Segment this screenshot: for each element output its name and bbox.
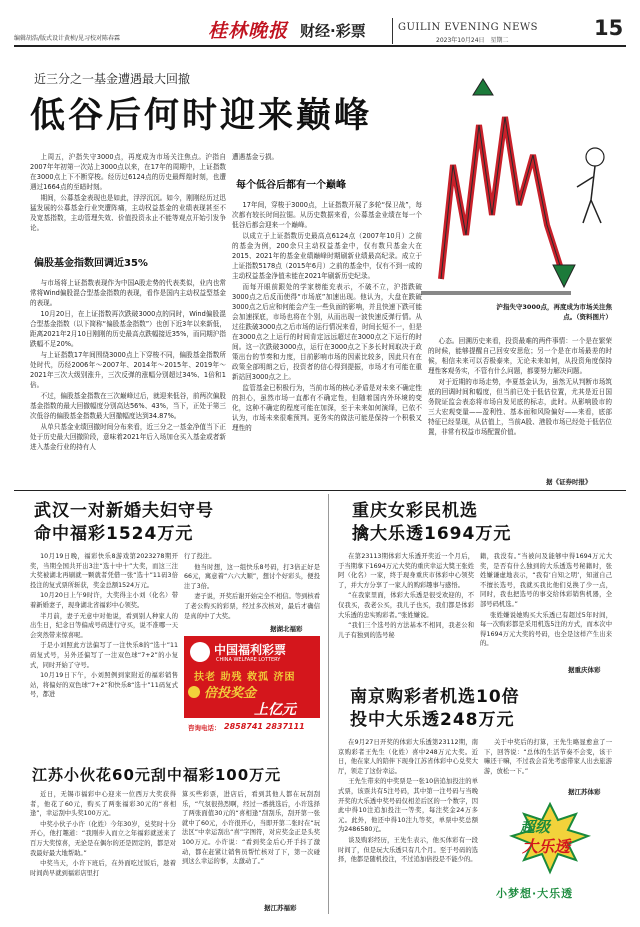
lead-column-1b <box>30 278 226 488</box>
jiangsu-source: 据江苏福彩 <box>264 904 297 912</box>
ad-slogan: 扶老 助残 救孤 济困 <box>194 672 296 683</box>
chongqing-title-line-2: 擒大乐透1694万元 <box>352 524 512 544</box>
wuhan-paragraph: 行了投注。 <box>184 553 216 560</box>
masthead-section: 财经·彩票 <box>300 22 366 40</box>
super-lotto-logo-top: 超级 <box>520 818 551 836</box>
lead-paragraph: 17年间，穿梭于3000点，上证指数开展了多轮“保卫战”，每次都有较长时间拉锯。从历史数据来看，公募基金业绩在每一个低谷后都会迎来一个巅峰。 <box>232 201 422 229</box>
lead-column-1 <box>30 152 226 252</box>
chongqing-paragraph: “我们三个选号的方法基本不相同，我老公和儿子有独到的选号秘 <box>338 622 474 639</box>
super-lotto-logo-bottom: 大乐透 <box>522 837 571 856</box>
jiangsu-paragraph: 中奖小伙子小许（化姓）今年30岁，兑奖时十分开心，他打趣道：“我刚步入而立之年福彩就送来了百万大奖惊喜，无论是在偶尔的还是固定的，都是对我最好最大地帮助。” <box>30 820 176 857</box>
wuhan-paragraph: 妻子说，开奖后谢开始完全不相信。等到核看了老公购买的彩票，经过多次核对，最后才确信是真的中了大奖。 <box>184 593 320 620</box>
wuhan-column-2 <box>184 552 320 622</box>
wuhan-paragraph: 他当时想，这一组快乐8号码，打3倍正好是66元，寓意着“六六大顺”，想讨个好彩头，便投注了3倍。 <box>184 563 320 590</box>
nanjing-paragraph: 王先生带来的中奖票是一张10倍追加投注的单式票，该票共有5注号码，其中第一注号码与当晚开奖的大乐透中奖号码仅相差后区的一个数字，因此中得10注追加投注一等奖，每注奖金24万多元。此外，他还中得10注九等奖，单票中奖总额为2486580元。 <box>338 778 478 834</box>
ad-brand-en: CHINA WELFARE LOTTERY <box>216 657 281 663</box>
chongqing-paragraph: “在我家里面，体彩大乐透是很受欢迎的，不仅我买，我老公买，我儿子也买，我们都是体彩大乐透的忠实购彩者。”张姓嫌说。 <box>338 592 474 619</box>
ad-promo-line-2: 上亿元 <box>254 702 296 718</box>
welfare-lottery-logo-icon <box>190 642 210 662</box>
lead-column-2-top <box>232 152 422 164</box>
wuhan-paragraph: 半月前，妻子无意中对他说，看到别人种家人的出生日，纪念日等偏成号码进行守买，说不准哪一天会突然带来惊喜呢。 <box>30 612 178 639</box>
lead-column-2 <box>232 200 422 488</box>
wuhan-source: 据湖北福彩 <box>270 625 303 633</box>
section-rule <box>14 490 626 491</box>
wuhan-paragraph: 10月19日下午，小刘照例到家附近的福彩销售站，将偏好的双色球“7+2”和快乐8“选十”11码复式号，都进 <box>30 672 178 699</box>
welfare-lottery-ad <box>184 636 320 736</box>
jiangsu-paragraph: 中奖当天，小许下班后，在外面吃过饭后，趁着时间尚早就到福彩店里打 <box>30 860 176 877</box>
lead-paragraph: 监管基金已积极行为，当前市场的核心矛盾是对未来不确定性的担心，虽然市场一直都有不确定性，但随着国内外环境的变化，这种不确定的程度可能在加深，至于未来如何演绎，已依不认为，市场未来很难预判。更务实的做法可能是保持一个积极又理性的 <box>232 384 422 432</box>
lead-column-3 <box>428 336 612 476</box>
ad-phone-label: 咨询电话： <box>188 724 221 732</box>
lead-subhead-2: 每个低谷后都有一个巅峰 <box>236 180 346 191</box>
wuhan-column-1 <box>30 552 178 752</box>
lead-paragraph: 心态。回溯历史来看，投资最难的两件事情：一个是在繁荣的时候，能够提醒自己回安安思危；另一个是在市场最差的时候，相信未来可以否极泰来，无论未来如何，从投资角度保持理性客观务实，不管有什么问题，都要努力解决问题。 <box>428 337 612 375</box>
jiangsu-title: 江苏小伙花60元刮中福彩100万元 <box>32 766 282 784</box>
jiangsu-paragraph: 算买些彩票，进店后，看到其他人都在玩刮刮乐，“气氛很热烈啊，经过一番挑选后，小许选择了两张面值30元的“喜相逢”刮刮乐，刮开第一张就中了60元，小许很开心，当即开第二张时在“玩法区”中幸运刮出“喜”字图符，对应奖金正是头奖100万元。小许说：“看到奖金后心开手抖了激动，都在赶紧让销售员帮忙核对了下，第一次碰到这么幸运的事，太激动了。” <box>182 791 320 866</box>
lead-subhead-1: 偏股基金指数回调近35% <box>34 258 148 269</box>
chongqing-paragraph: 籍，我没有。”当被问及能够中得1694万元大奖，是否有什么独到的大乐透选号秘籍时，张姓嫌谦虚地表示，“我有‘自知之明’，知道自己不擅长选号，我就买我比他们兑换了少一点，同时，我也把选号的事交给体彩销售机器，全部号码机选。” <box>480 553 612 608</box>
nanjing-title-line-1: 南京购彩者机选10倍 <box>350 687 520 707</box>
market-chart-illustration <box>413 65 613 310</box>
lead-paragraph: 上周五，沪指失守3000点，再度成为市场关注焦点。沪指自2007年年初第一次站上3000点以来，在17年的周期中，上证指数在3000点上下不断穿梭。经历过6124点的历史最辉煌时刻，也遭遇过1664点的至暗时刻。 <box>30 153 226 191</box>
chongqing-source: 据重庆体彩 <box>568 666 601 674</box>
jiangsu-column-1 <box>30 790 176 914</box>
lead-source: 据《证券时报》 <box>546 478 592 486</box>
photo-caption: 沪指失守3000点，再度成为市场关注焦点。（资料图片） <box>496 303 612 321</box>
column-divider <box>328 494 329 914</box>
editors-line: 编辑胡浩/版式设计黄桢/见习校对陈春霖 <box>14 35 121 42</box>
nanjing-column-2 <box>484 738 612 786</box>
masthead-logo: 桂林晚报 <box>208 20 289 42</box>
ad-promo-badge <box>188 686 200 698</box>
lead-paragraph: 以成立于上证指数历史最高点6124点（2007年10月）之前的基金为例，200余只主动权益基金中，仅有数只基金大在2015、2021年的基金业绩巅峰时期刷新业绩最高纪录。成立于上证指数5178点（2015年6月）之前的基金中，仅有不到一成的主动权益基金净值未能在2021年刷新历史纪录。 <box>232 232 422 280</box>
masthead-rule <box>14 45 626 47</box>
ad-promo-line-1: 倍投奖金 <box>204 686 257 701</box>
lead-kicker: 近三分之一基金遭遇最大回撤 <box>34 72 191 86</box>
nanjing-paragraph: 在9月27日开奖的体彩大乐透第23112期，南京购彩者王先生（化姓）喜中248万元大奖。近日，他在家人的陪伴下现身江苏省体彩中心兑奖大厅，领走了这份幸运。 <box>338 739 478 775</box>
lead-paragraph: 遭遇基金亏损。 <box>232 153 279 161</box>
wuhan-title-line-2: 命中福彩1524万元 <box>34 524 194 544</box>
page-number: 15 <box>594 16 624 40</box>
masthead-divider <box>392 18 393 44</box>
jiangsu-paragraph: 近日，无锡市福彩中心迎来一位西万大奖获得者，他花了60元，购买了两张福彩30元的“喜相逢”，幸运刮中头奖100万元。 <box>30 791 176 818</box>
lead-paragraph: 而每开眼前跟处的学家榜能充表示，不破不立，沪指跌破3000点之后反而使得“市场底”加速出现。他认为，大盘在跌破3000点之后应和何能会产生一些负面的影响，并且快速下跌可能会加速探底，市场也将在个别，从而出现一波快速反弹行情。从过往跌破3000点之后市场的运行情况来看，时间长短不一，但是在3000点之上运行的时间肯定远远超过在3000点之下运行的时间。这一次跌破3000点，运行在3000点之下多长时间取决于政策出台的节奏和力度，目前影响市场的因素比较多，因此只有在政策全部明朗之后，投资者的信心得到提振，市场才有可能在重新站回3000点之上。 <box>232 283 422 381</box>
lead-paragraph: 对于近期的市场走势，李夏基金认为，虽然无从判断市场筑底的回调时间和幅度，但当前已处于低估位置，尤其是近日国务院证监会表态将市场自发见底的标志，此时。从影响股市的三大宏观变量——盈利性、基本面和风险偏好——来看，底部特征已经显现，从估值上，当前A股、港股市场已经处于低估位置，非常有权益市场配置价值。 <box>428 378 612 436</box>
lead-paragraph: 从单只基金业绩回撤时间分布来看，近三分之一基金净值当下正处于历史最大回撤阶段，意味着2021年后入场加仓买入基金或者新进入基金行业的持有人 <box>30 423 226 451</box>
nanjing-paragraph: 谈及购彩经历，王先生表示，他买体彩有一段时间了，但是玩大乐透只有几个月。至于号码的选择，他都是随机投注，不过追加倍投是不能少的。 <box>338 836 478 864</box>
jiangsu-column-2 <box>182 790 320 902</box>
lead-paragraph: 10月20日，在上证指数再次跌破3000点的同时，Wind偏股混合型基金指数（以下简称“偏股基金指数”）也创下近3年以来新低，距离2021年2月10日刚刚的历史最高点跌幅接近35%，而同期沪指跌幅不足20%。 <box>30 310 226 348</box>
wuhan-paragraph: 10月20日上午9时许，大奖得主小刘（化名）带着新婚妻子，现身湖北省福彩中心领奖。 <box>30 592 178 609</box>
wuhan-title-line-1: 武汉一对新婚夫妇守号 <box>34 501 214 521</box>
paper-english-name: GUILIN EVENING NEWS <box>398 22 539 33</box>
super-lotto-slogan: 小梦想·大乐透 <box>496 887 574 900</box>
chongqing-paragraph: 张姓嫌说她购买大乐透已有超过5年时间，每一次购彩都是采用机选5注的方式，而本次中得1694万元大奖的号码，也全是这样产生出来的。 <box>480 611 612 648</box>
lead-title: 低谷后何时迎来巅峰 <box>30 96 373 136</box>
lead-paragraph: 不过，偏股基金指数在三次巅峰过后，就迎来低谷，前两次偏股基金指数的最大回撤幅度分别高达56%、43%，当下，正处于第三次低谷的偏股基金指数最大回撤幅度达到34.87%。 <box>30 392 226 420</box>
ad-phone-number: 2858741 2837111 <box>224 722 305 731</box>
nanjing-source: 据江苏体彩 <box>568 788 601 796</box>
nanjing-paragraph: 关于中奖后的打算，王先生略显愈意了一下，回答说：“总体的生活节奏不会变，该干嘛还干嘛，不过我会首先考虑带家人出去旅游游，放松一下。” <box>484 739 612 775</box>
chongqing-column-2 <box>480 552 612 664</box>
lead-paragraph: 与市场将上证指数表现作为中国A股走势的代表类似，业内也常常将Wind偏股混合型基金指数的表现，看作是国内主动权益型基金的表现。 <box>30 279 226 307</box>
nanjing-column-1 <box>338 738 478 922</box>
lead-paragraph: 期间，公募基金表现也是如此，浮浮沉沉。如今，刚刚经历过迅猛发展的公募基金行业突遭阵痛，主动权益基金的业绩表现甚至不及宽基指数，主动管理失效、价值投资永止不能等观点开始引发争论。 <box>30 194 226 232</box>
chongqing-paragraph: 在第23113期体彩大乐透开奖近一个月后，于当期拿下1694万元大奖的重庆幸运大獎王张姓阿（化名）一家，终于现身重庆市体彩中心领奖了，并大方分享了一家人的购彩趣事与感悟。 <box>338 553 474 589</box>
chongqing-column-1 <box>338 552 474 668</box>
ad-brand: 中国福利彩票 <box>214 643 287 657</box>
down-arrow-icon <box>553 265 575 287</box>
nanjing-title-line-2: 投中大乐透248万元 <box>350 710 515 730</box>
wuhan-paragraph: 于是小刘照此方法偏写了一注快乐8的“选十”11码复式号，另外还偏写了一注双色球“7+2”的小复式，同时开始了守号。 <box>30 642 178 669</box>
wuhan-paragraph: 10月19日晚，福彩快乐8游戏第2023278期开奖，当期全国共开出3注“选十中十”大奖，而这三注大奖被湖北再刷就一颗就者凭借一张“选十”11码3倍投注的复式票所斩获，奖金总额1524万元。 <box>30 553 178 589</box>
issue-date: 2023年10月24日 星期二 <box>436 37 509 44</box>
super-lotto-logo <box>502 800 598 880</box>
chongqing-title-line-1: 重庆女彩民机选 <box>352 501 478 521</box>
lead-paragraph: 与上证指数17年间围绕3000点上下穿梭不同，偏股基金指数所处时代，历经2006年～2007年、2014年～2015年、2019年～2021年三次大级别涨升，三次反弹的涨幅分别超过34%、1倍和1倍。 <box>30 351 226 389</box>
